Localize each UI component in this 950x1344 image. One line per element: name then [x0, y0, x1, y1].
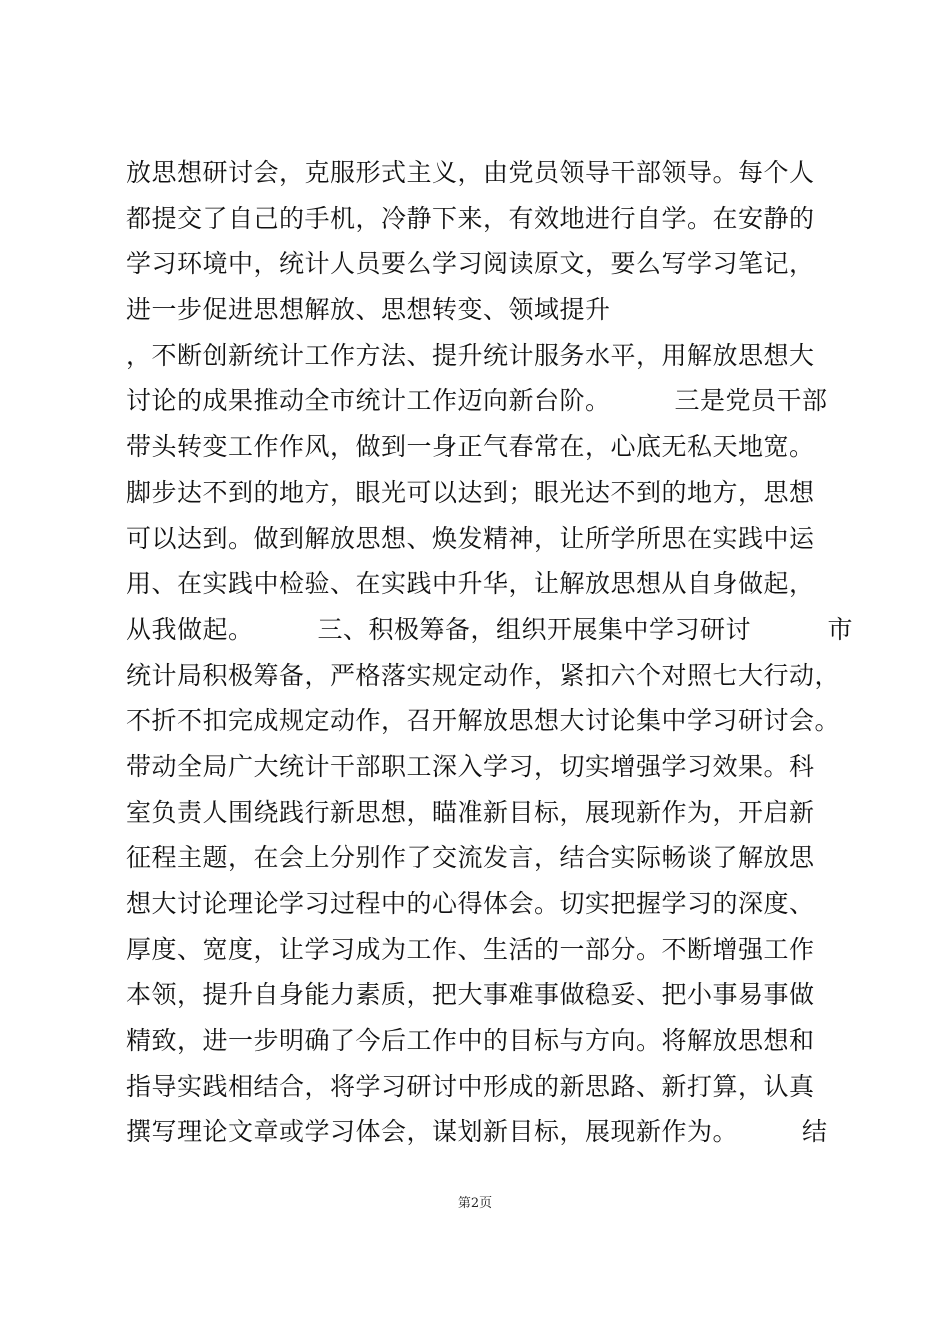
text-line: ，不断创新统计工作方法、提升统计服务水平，用解放思想大: [126, 340, 815, 370]
text-line: 撰写理论文章或学习体会，谋划新目标，展现新作为。 结: [126, 1117, 828, 1147]
page-number: 第2页: [457, 1196, 493, 1211]
text-line: 从我做起。 三、积极筹备，组织开展集中学习研讨 市: [126, 614, 854, 644]
text-line: 室负责人围绕践行新思想，瞄准新目标，展现新作为，开启新: [126, 797, 815, 827]
text-line: 用、在实践中检验、在实践中升华，让解放思想从自身做起，: [126, 569, 815, 599]
text-line: 进一步促进思想解放、思想转变、领域提升: [126, 295, 611, 325]
text-line: 本领，提升自身能力素质，把大事难事做稳妥、把小事易事做: [126, 980, 815, 1010]
text-line: 厚度、宽度，让学习成为工作、生活的一部分。不断增强工作: [126, 934, 815, 964]
text-line: 脚步达不到的地方，眼光可以达到；眼光达不到的地方，思想: [126, 477, 815, 507]
text-line: 讨论的成果推动全市统计工作迈向新台阶。 三是党员干部: [126, 386, 828, 416]
text-line: 不折不扣完成规定动作，召开解放思想大讨论集中学习研讨会。: [126, 706, 841, 736]
text-line: 想大讨论理论学习过程中的心得体会。切实把握学习的深度、: [126, 889, 815, 918]
text-line: 放思想研讨会，克服形式主义，由党员领导干部领导。每个人: [126, 158, 815, 187]
text-line: 指导实践相结合，将学习研讨中形成的新思路、新打算，认真: [126, 1071, 815, 1101]
text-line: 带动全局广大统计干部职工深入学习，切实增强学习效果。科: [126, 751, 815, 781]
text-line: 精致，进一步明确了今后工作中的目标与方向。将解放思想和: [126, 1026, 815, 1056]
text-line: 都提交了自己的手机，冷静下来，有效地进行自学。在安静的: [126, 203, 815, 233]
text-line: 征程主题，在会上分别作了交流发言，结合实际畅谈了解放思: [126, 843, 815, 873]
text-line: 统计局积极筹备，严格落实规定动作，紧扣六个对照七大行动，: [126, 660, 841, 690]
text-line: 学习环境中，统计人员要么学习阅读原文，要么写学习笔记，: [126, 249, 815, 279]
body-text: [126, 150, 906, 1155]
text-line: 带头转变工作作风，做到一身正气春常在，心底无私天地宽。: [126, 432, 815, 462]
text-line: 可以达到。做到解放思想、焕发精神，让所学所思在实践中运: [126, 523, 815, 553]
